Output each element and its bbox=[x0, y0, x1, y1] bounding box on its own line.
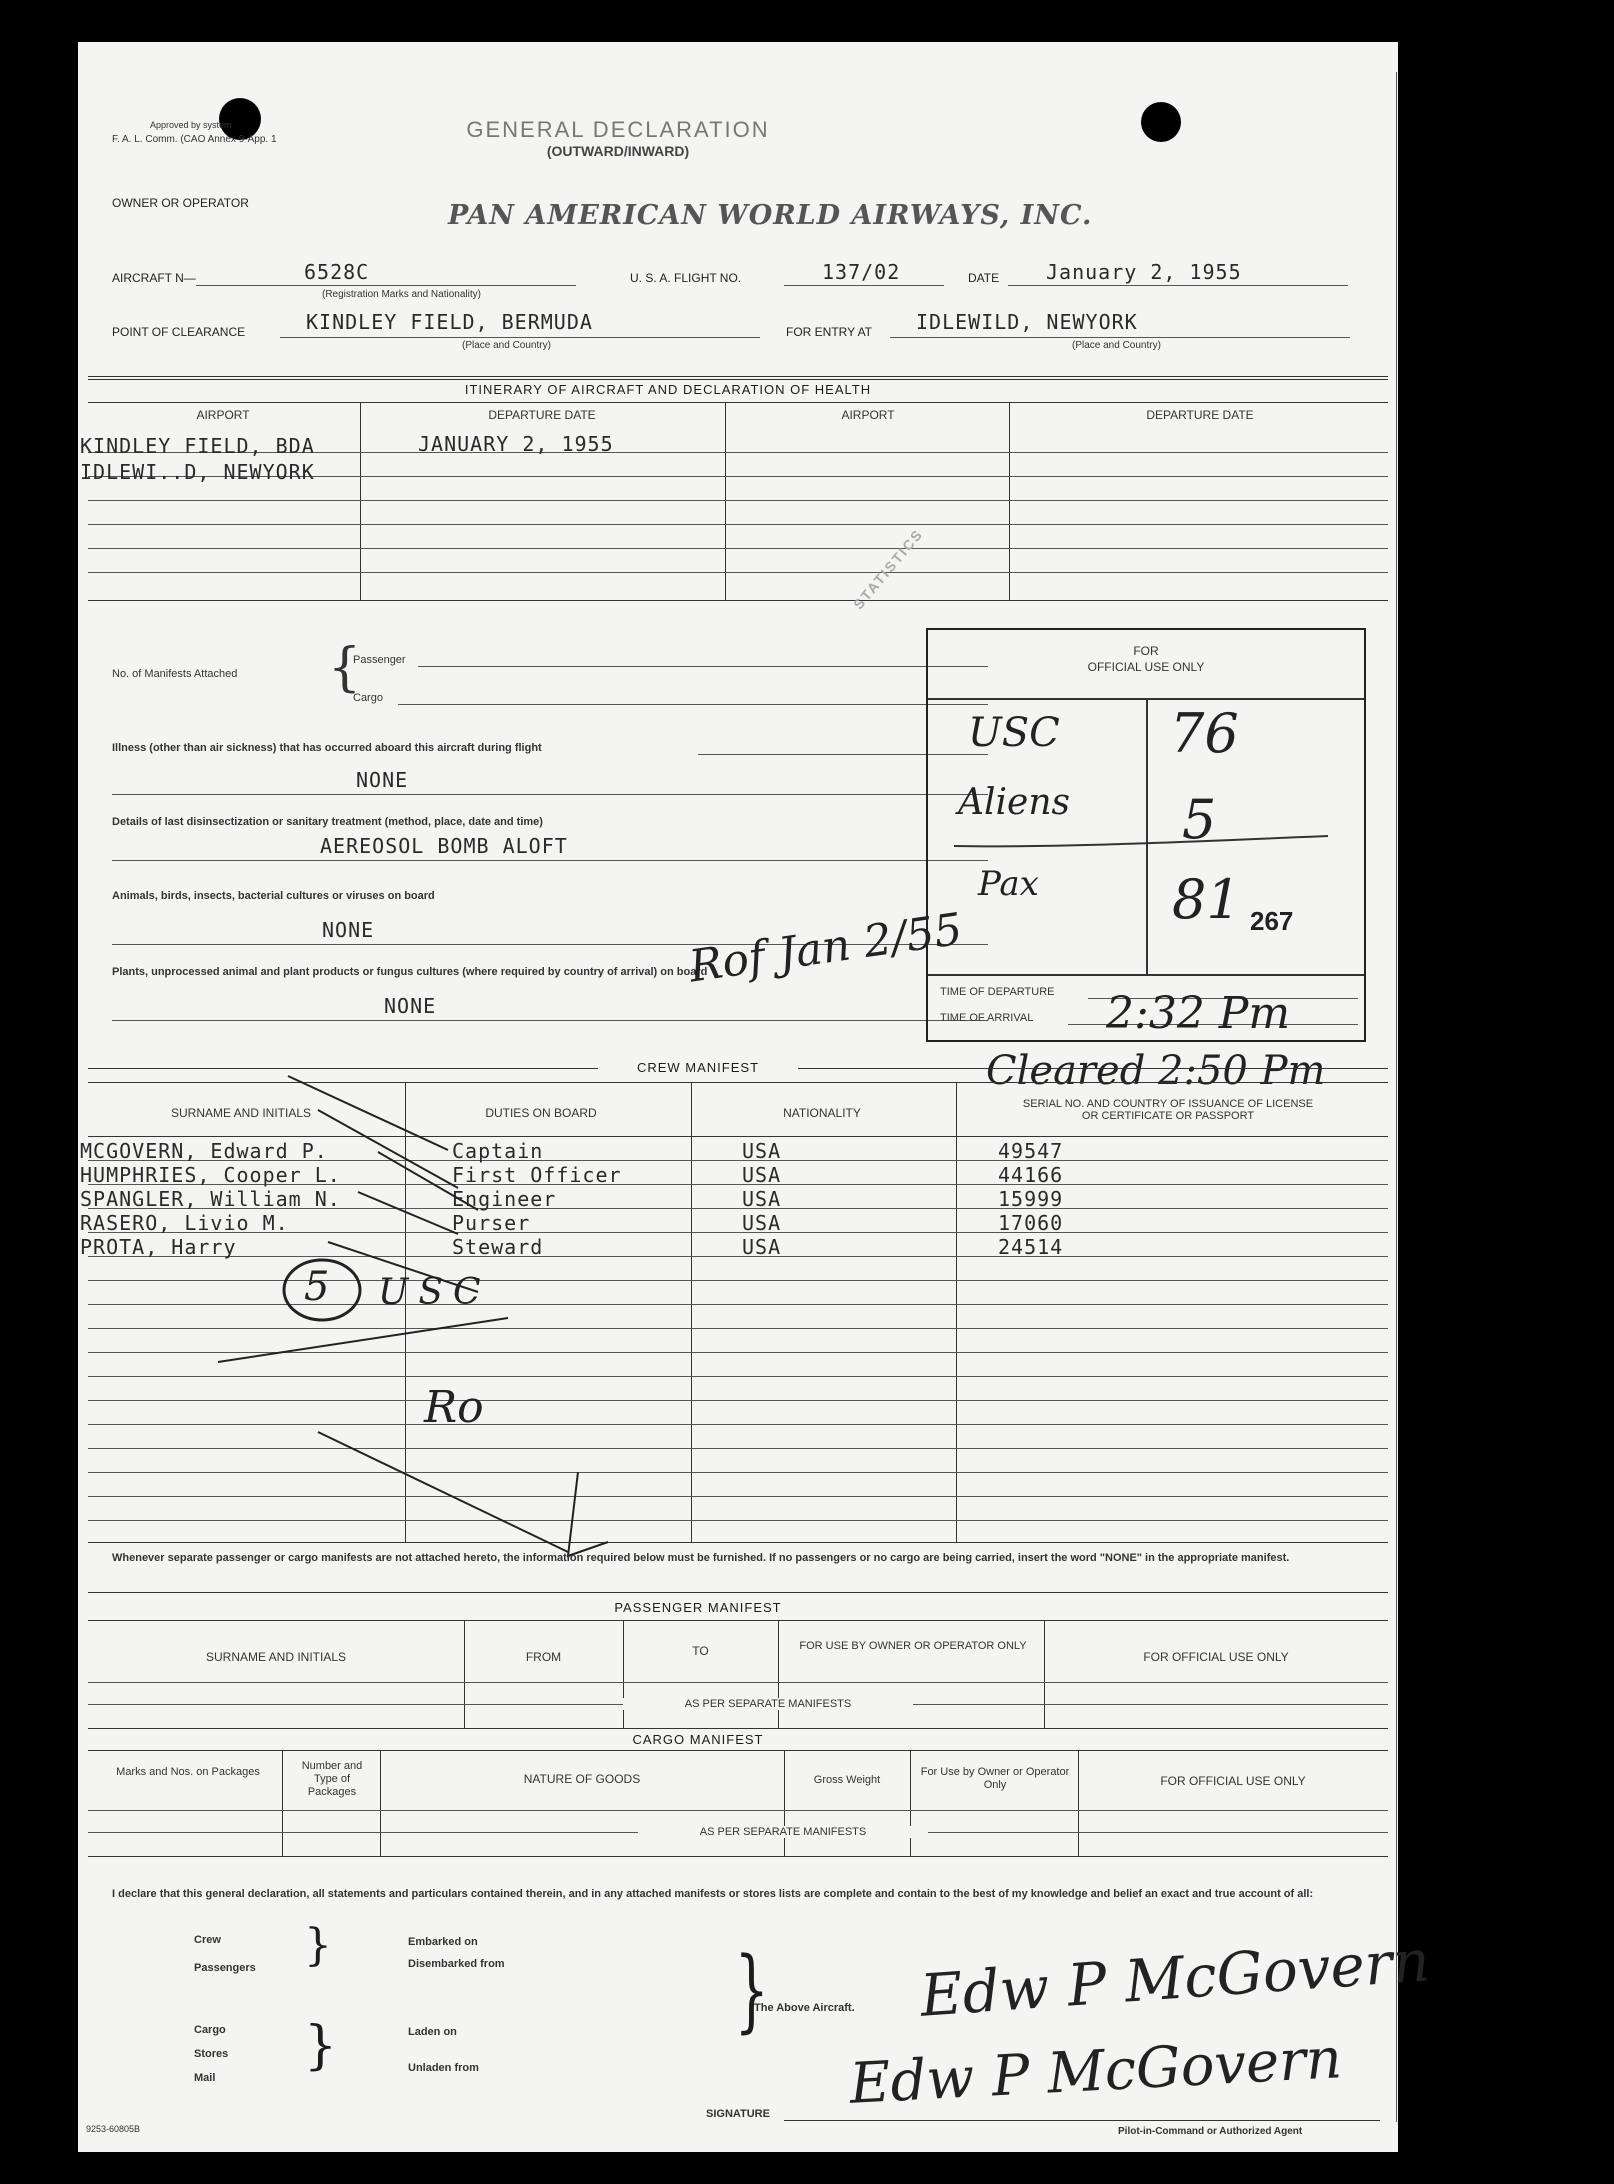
date-label: DATE bbox=[968, 271, 1000, 285]
form-title: GENERAL DECLARATION bbox=[466, 117, 770, 142]
crew-usc-handwritten: USC bbox=[378, 1272, 491, 1313]
crew-duty: Purser bbox=[452, 1211, 531, 1235]
declaration-brace-1: } bbox=[304, 1920, 332, 1971]
itinerary-col-departure-date-2: DEPARTURE DATE bbox=[1146, 408, 1254, 422]
itinerary-col-departure-date: DEPARTURE DATE bbox=[488, 408, 596, 422]
plants-value: NONE bbox=[384, 994, 437, 1018]
itinerary-row1-airport: KINDLEY FIELD, BDA bbox=[80, 434, 315, 458]
cargo-manifest-title: CARGO MANIFEST bbox=[632, 1732, 764, 1747]
official-aliens-count: 5 bbox=[1182, 788, 1217, 851]
declaration-brace-3: } bbox=[734, 1938, 769, 2043]
official-pax-count: 81 bbox=[1172, 868, 1241, 931]
declaration-passengers: Passengers bbox=[194, 1962, 256, 1974]
punch-hole-right bbox=[1141, 102, 1181, 142]
declaration-crew: Crew bbox=[194, 1934, 221, 1946]
declaration-embarked: Embarked on bbox=[408, 1936, 478, 1948]
signature-1: Edw P McGovern bbox=[918, 1926, 1432, 2030]
signature-2: Edw P McGovern bbox=[848, 2026, 1344, 2117]
official-box-title-1: FOR bbox=[1133, 644, 1159, 658]
date-value: January 2, 1955 bbox=[1046, 260, 1242, 284]
official-pax-label: Pax bbox=[978, 864, 1039, 904]
disinsectization-value: AEREOSOL BOMB ALOFT bbox=[320, 834, 568, 858]
itinerary-row1-date: JANUARY 2, 1955 bbox=[418, 432, 614, 456]
crew-nationality: USA bbox=[742, 1139, 782, 1163]
declaration-cargo: Cargo bbox=[194, 2024, 226, 2036]
flight-label: U. S. A. FLIGHT NO. bbox=[630, 271, 742, 285]
handwritten-initials: Rof Jan 2/55 bbox=[686, 903, 966, 993]
pilot-in-command-label: Pilot-in-Command or Authorized Agent bbox=[1118, 2126, 1303, 2137]
plants-label: Plants, unprocessed animal and plant products or fungus cultures (where required by country of arrival) on board bbox=[112, 966, 708, 978]
owner-value: PAN AMERICAN WORLD AIRWAYS, INC. bbox=[448, 200, 1093, 231]
cargo-col-nature: NATURE OF GOODS bbox=[523, 1772, 641, 1786]
crew-nationality: USA bbox=[742, 1187, 782, 1211]
itinerary-col-airport: AIRPORT bbox=[196, 408, 250, 422]
animals-value: NONE bbox=[322, 918, 375, 942]
declaration-form bbox=[78, 42, 1432, 2152]
passenger-col-to: TO bbox=[692, 1644, 709, 1658]
declaration-text: I declare that this general declaration, all statements and particulars contained therein, and in any attached manifests or stores lists are complete and contain to the best of my knowledge and belief an exact and true account of all: bbox=[112, 1888, 1314, 1900]
illness-value: NONE bbox=[356, 768, 409, 792]
crew-col-serial: SERIAL NO. AND COUNTRY OF ISSUANCE OF LICENSE OR CERTIFICATE OR PASSPORT bbox=[1022, 1098, 1314, 1122]
flight-value: 137/02 bbox=[822, 260, 901, 284]
entry-place-note: (Place and Country) bbox=[1072, 340, 1161, 351]
arrival-time-label: TIME OF ARRIVAL bbox=[940, 1012, 1034, 1024]
disinsectization-label: Details of last disinsectization or sanitary treatment (method, place, date and time) bbox=[112, 816, 543, 828]
declaration-disembarked: Disembarked from bbox=[408, 1958, 505, 1970]
crew-nationality: USA bbox=[742, 1235, 782, 1259]
crew-col-nationality: NATIONALITY bbox=[783, 1106, 861, 1120]
official-usc-label: USC bbox=[968, 710, 1060, 756]
form-number: 9253-60805B bbox=[86, 2124, 141, 2134]
entry-label: FOR ENTRY AT bbox=[786, 325, 873, 339]
signature-label: SIGNATURE bbox=[706, 2108, 770, 2120]
entry-value: IDLEWILD, NEWYORK bbox=[916, 310, 1138, 334]
cargo-col-marks: Marks and Nos. on Packages bbox=[116, 1766, 260, 1778]
cargo-col-weight: Gross Weight bbox=[813, 1774, 881, 1786]
departure-time-label: TIME OF DEPARTURE bbox=[940, 986, 1055, 998]
official-total: 267 bbox=[1250, 906, 1294, 936]
cargo-manifest-count-label: Cargo bbox=[353, 692, 383, 704]
crew-initial-handwritten: Ro bbox=[424, 1382, 484, 1433]
fal-reference: F. A. L. Comm. (CAO Annex 9-App. 1 bbox=[112, 134, 277, 145]
above-aircraft-label: The Above Aircraft. bbox=[754, 2002, 855, 2014]
crew-col-name: SURNAME AND INITIALS bbox=[170, 1106, 312, 1120]
illness-label: Illness (other than air sickness) that has occurred aboard this aircraft during flight bbox=[112, 742, 542, 754]
approval-note: Approved by system bbox=[150, 120, 232, 130]
crew-serial: 44166 bbox=[998, 1163, 1064, 1187]
crew-col-duties: DUTIES ON BOARD bbox=[485, 1106, 597, 1120]
itinerary-title: ITINERARY OF AIRCRAFT AND DECLARATION OF HEALTH bbox=[464, 382, 872, 397]
owner-label: OWNER OR OPERATOR bbox=[112, 196, 249, 210]
cargo-separate-note: AS PER SEPARATE MANIFESTS bbox=[638, 1826, 928, 1838]
cargo-col-official: FOR OFFICIAL USE ONLY bbox=[1160, 1774, 1306, 1788]
margin-rule bbox=[1396, 72, 1397, 2122]
crew-check-marks bbox=[78, 42, 79, 43]
declaration-mail: Mail bbox=[194, 2072, 216, 2084]
crew-name: MCGOVERN, Edward P. bbox=[80, 1139, 328, 1163]
cargo-col-owner: For Use by Owner or Operator Only bbox=[920, 1766, 1070, 1791]
crew-name: RASERO, Livio M. bbox=[80, 1211, 289, 1235]
passenger-separate-note: AS PER SEPARATE MANIFESTS bbox=[623, 1698, 913, 1710]
animals-label: Animals, birds, insects, bacterial cultures or viruses on board bbox=[112, 890, 435, 902]
declaration-brace-2: } bbox=[304, 2016, 338, 2076]
crew-count-handwritten: 5 bbox=[304, 1264, 330, 1310]
declaration-unladen: Unladen from bbox=[408, 2062, 479, 2074]
passenger-col-from: FROM bbox=[525, 1650, 562, 1664]
crew-serial: 49547 bbox=[998, 1139, 1064, 1163]
passenger-col-name: SURNAME AND INITIALS bbox=[205, 1650, 347, 1664]
official-box-title-2: OFFICIAL USE ONLY bbox=[1087, 660, 1205, 674]
crew-nationality: USA bbox=[742, 1163, 782, 1187]
statistics-stamp: STATISTICS bbox=[850, 525, 927, 613]
manifests-attached-label: No. of Manifests Attached bbox=[112, 668, 238, 680]
crew-name: SPANGLER, William N. bbox=[80, 1187, 341, 1211]
itinerary-row2-airport: IDLEWI..D, NEWYORK bbox=[80, 460, 315, 484]
crew-nationality: USA bbox=[742, 1211, 782, 1235]
crew-serial: 17060 bbox=[998, 1211, 1064, 1235]
manifests-brace: { bbox=[328, 638, 362, 698]
passenger-manifest-title: PASSENGER MANIFEST bbox=[614, 1600, 782, 1615]
crew-duty: Engineer bbox=[452, 1187, 557, 1211]
clearance-label: POINT OF CLEARANCE bbox=[112, 325, 246, 339]
aircraft-value: 6528C bbox=[304, 260, 370, 284]
declaration-stores: Stores bbox=[194, 2048, 229, 2060]
crew-duty: Captain bbox=[452, 1139, 544, 1163]
passenger-col-owner: FOR USE BY OWNER OR OPERATOR ONLY bbox=[799, 1640, 1027, 1652]
official-aliens-label: Aliens bbox=[958, 782, 1070, 823]
passenger-manifest-count-label: Passenger bbox=[353, 654, 406, 666]
itinerary-col-airport-2: AIRPORT bbox=[841, 408, 895, 422]
crew-serial: 15999 bbox=[998, 1187, 1064, 1211]
crew-name: PROTA, Harry bbox=[80, 1235, 237, 1259]
declaration-laden: Laden on bbox=[408, 2026, 457, 2038]
crew-duty: First Officer bbox=[452, 1163, 622, 1187]
cleared-time-handwritten: Cleared 2:50 Pm bbox=[986, 1048, 1326, 1094]
official-usc-count: 76 bbox=[1170, 702, 1239, 765]
clearance-place-note: (Place and Country) bbox=[462, 340, 551, 351]
separate-manifest-notice: Whenever separate passenger or cargo manifests are not attached hereto, the information required below must be furnished. If no passengers or no cargo are being carried, insert the word "NONE" in the appropriate manifest. bbox=[112, 1552, 1290, 1564]
aircraft-label: AIRCRAFT N— bbox=[112, 271, 196, 285]
registration-note: (Registration Marks and Nationality) bbox=[322, 289, 481, 300]
crew-serial: 24514 bbox=[998, 1235, 1064, 1259]
cargo-col-packages: Number and Type of Packages bbox=[301, 1760, 363, 1798]
passenger-col-official: FOR OFFICIAL USE ONLY bbox=[1143, 1650, 1289, 1664]
crew-name: HUMPHRIES, Cooper L. bbox=[80, 1163, 341, 1187]
form-subtitle: (OUTWARD/INWARD) bbox=[546, 143, 690, 159]
crew-manifest-title: CREW MANIFEST bbox=[598, 1060, 798, 1075]
arrival-time-handwritten: 2:32 Pm bbox=[1106, 988, 1291, 1039]
crew-duty: Steward bbox=[452, 1235, 544, 1259]
clearance-value: KINDLEY FIELD, BERMUDA bbox=[306, 310, 593, 334]
